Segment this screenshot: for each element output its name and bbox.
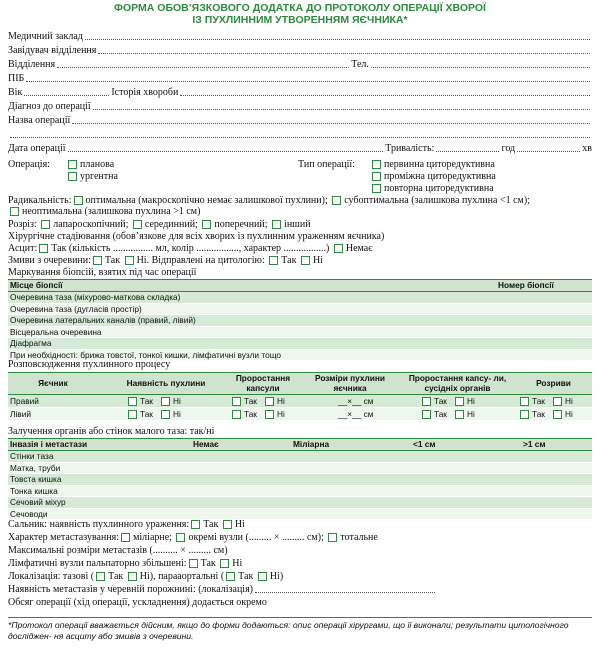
checkbox-other[interactable] xyxy=(272,220,281,229)
table-row: Стінки таза xyxy=(8,451,592,463)
washes-group: Змиви з очеревини: Так Ні. Відправлені на цитологію: Так Ні xyxy=(8,255,323,266)
field-head-of-department[interactable]: Завідувач відділення xyxy=(8,44,592,57)
field-age-history[interactable]: Вік Історія хвороби xyxy=(8,86,592,99)
omentum-row: Сальник: наявність пухлинного ураження: Так Ні xyxy=(8,519,245,530)
pelvic-table: Інвазія і метастази Немає Міліарна <1 см >1 см Стінки таза Матка, труби Товста кишка Тонка кишка Сечовий міхур Сечоводи xyxy=(8,438,592,520)
checkbox-optimal[interactable] xyxy=(74,196,83,205)
checkbox-pelvic-no[interactable] xyxy=(128,572,137,581)
max-size-row: Максимальні розміри метастазів (.......... × ......... см) xyxy=(8,545,228,556)
checkbox-paraaortic-no[interactable] xyxy=(258,572,267,581)
spread-table: Яєчник Наявність пухлини Проростання капсули Розміри пухлини яєчника Проростання капсу- ли, сусідніх органів Розриви Правий Так Ні Так Ні __×__ см Так Ні Так Ні Лівий Так Ні Так Ні __×__ см Так Ні Так Ні xyxy=(8,372,592,421)
pelvic-title: Залучення органів або стінок малого таза: так/ні xyxy=(8,426,215,437)
checkbox-urgent[interactable] xyxy=(68,172,77,181)
field-preop-diagnosis[interactable]: Діагноз до операції xyxy=(8,100,592,113)
field-operation-date[interactable]: Дата операції Тривалість: год хв xyxy=(8,143,592,154)
checkbox-pelvic-yes[interactable] xyxy=(96,572,105,581)
localization-row: Локалізація: тазові ( Так Ні), парааортальні ( Так Ні) xyxy=(8,571,284,582)
table-row: Вісцеральна очеревина xyxy=(8,327,592,339)
checkbox-omentum-no[interactable] xyxy=(223,520,232,529)
checkbox-miliary[interactable] xyxy=(121,533,130,542)
table-row: Лівий Так Ні Так Ні __×__ см Так Ні Так Ні xyxy=(8,408,592,421)
field-department[interactable]: Відділення Тел. xyxy=(8,58,592,71)
footnote: *Протокол операції вважається дійсним, якщо до форми додаються: опис операції хірургами, що її виконали; результати цитологічного досліджен- ня асциту або змивів з очеревини. xyxy=(8,617,592,642)
operation-type-group: Операція: планова Тип операції: первинна циторедуктивна xyxy=(8,159,495,170)
table-row: Очеревина таза (міхурово-маткова складка) xyxy=(8,292,592,304)
checkbox-nonoptimal[interactable] xyxy=(10,207,19,216)
checkbox-planned[interactable] xyxy=(68,160,77,169)
field-medical-institution[interactable]: Медичний заклад xyxy=(8,30,592,43)
spread-title: Розповсюдження пухлинного процесу xyxy=(8,359,171,370)
checkbox-primary[interactable] xyxy=(372,160,381,169)
field-operation-name-2[interactable] xyxy=(8,128,592,141)
lymph-row: Лімфатичні вузли пальпаторно збільшені: Так Ні xyxy=(8,558,243,569)
field-operation-name[interactable]: Назва операції xyxy=(8,114,592,127)
checkbox-ascites-no[interactable] xyxy=(334,244,343,253)
radicality-group: Радикальність: оптимальна (макроскопічно немає залишкової пухлини); субоптимальна (залишкова пухлина <1 см); xyxy=(8,195,530,206)
checkbox-median[interactable] xyxy=(133,220,142,229)
table-row: Правий Так Ні Так Ні __×__ см Так Ні Так Ні xyxy=(8,395,592,408)
table-row: Сечоводи xyxy=(8,509,592,521)
abdominal-row[interactable]: Наявність метастазів у черевній порожнині: (локалізація) xyxy=(8,583,592,596)
checkbox-washes-no[interactable] xyxy=(125,256,134,265)
field-patient-name[interactable]: ПІБ xyxy=(8,72,592,85)
checkbox-laparoscopic[interactable] xyxy=(41,220,50,229)
checkbox-interval[interactable] xyxy=(372,172,381,181)
checkbox-cytology-yes[interactable] xyxy=(269,256,278,265)
checkbox-omentum-yes[interactable] xyxy=(191,520,200,529)
checkbox-repeat[interactable] xyxy=(372,184,381,193)
table-row: Очеревина латеральних каналів (правий, лівий) xyxy=(8,315,592,327)
biopsy-title: Маркування біопсій, взятих під час операції xyxy=(8,267,197,278)
checkbox-paraaortic-yes[interactable] xyxy=(226,572,235,581)
checkbox-ascites-yes[interactable] xyxy=(39,244,48,253)
ascites-group: Асцит: Так (кількість ................ мл, колір ................., характер .................) Немає xyxy=(8,243,373,254)
checkbox-washes-yes[interactable] xyxy=(93,256,102,265)
table-row: При необхідності: брижа товстої, тонкої кишки, лімфатичні вузли тощо xyxy=(8,350,592,362)
extent-row: Обсяг операції (хід операції, ускладнення) додається окремо xyxy=(8,597,267,608)
form-title xyxy=(0,2,600,26)
incision-group: Розріз: лапароскопічний; серединний; поперечний; інший xyxy=(8,219,311,230)
title-line-2: ІЗ ПУХЛИННИМ УТВОРЕННЯМ ЯЄЧНИКА* xyxy=(192,14,408,26)
staging-note: Хірургічне стадіювання (обов’язкове для всіх хворих із пухлинним ураженням яєчника) xyxy=(8,231,385,242)
checkbox-nodes[interactable] xyxy=(176,533,185,542)
table-row: Тонка кишка xyxy=(8,486,592,498)
biopsy-table: Місце біопсії Номер біопсії Очеревина таза (міхурово-маткова складка) Очеревина таза (дугласів простір) Очеревина латеральних каналів (правий, лівий) Вісцеральна очеревина Діафрагма При необхідності: брижа товстої, тонкої кишки, лімфатичні вузли тощо xyxy=(8,279,592,361)
table-row: Матка, труби xyxy=(8,463,592,475)
title-line-1: ФОРМА ОБОВ’ЯЗКОВОГО ДОДАТКА ДО ПРОТОКОЛУ ОПЕРАЦІЇ ХВОРОЇ xyxy=(114,2,486,14)
table-row: Діафрагма xyxy=(8,338,592,350)
table-row: Товста кишка xyxy=(8,474,592,486)
table-row: Сечовий міхур xyxy=(8,497,592,509)
metastasis-row: Характер метастазування: міліарне; окремі вузли (......... × ......... см); тотальне xyxy=(8,532,378,543)
checkbox-transverse[interactable] xyxy=(202,220,211,229)
checkbox-total[interactable] xyxy=(328,533,337,542)
checkbox-suboptimal[interactable] xyxy=(332,196,341,205)
checkbox-lymph-no[interactable] xyxy=(220,559,229,568)
checkbox-lymph-yes[interactable] xyxy=(189,559,198,568)
checkbox-cytology-no[interactable] xyxy=(301,256,310,265)
table-row: Очеревина таза (дугласів простір) xyxy=(8,304,592,316)
